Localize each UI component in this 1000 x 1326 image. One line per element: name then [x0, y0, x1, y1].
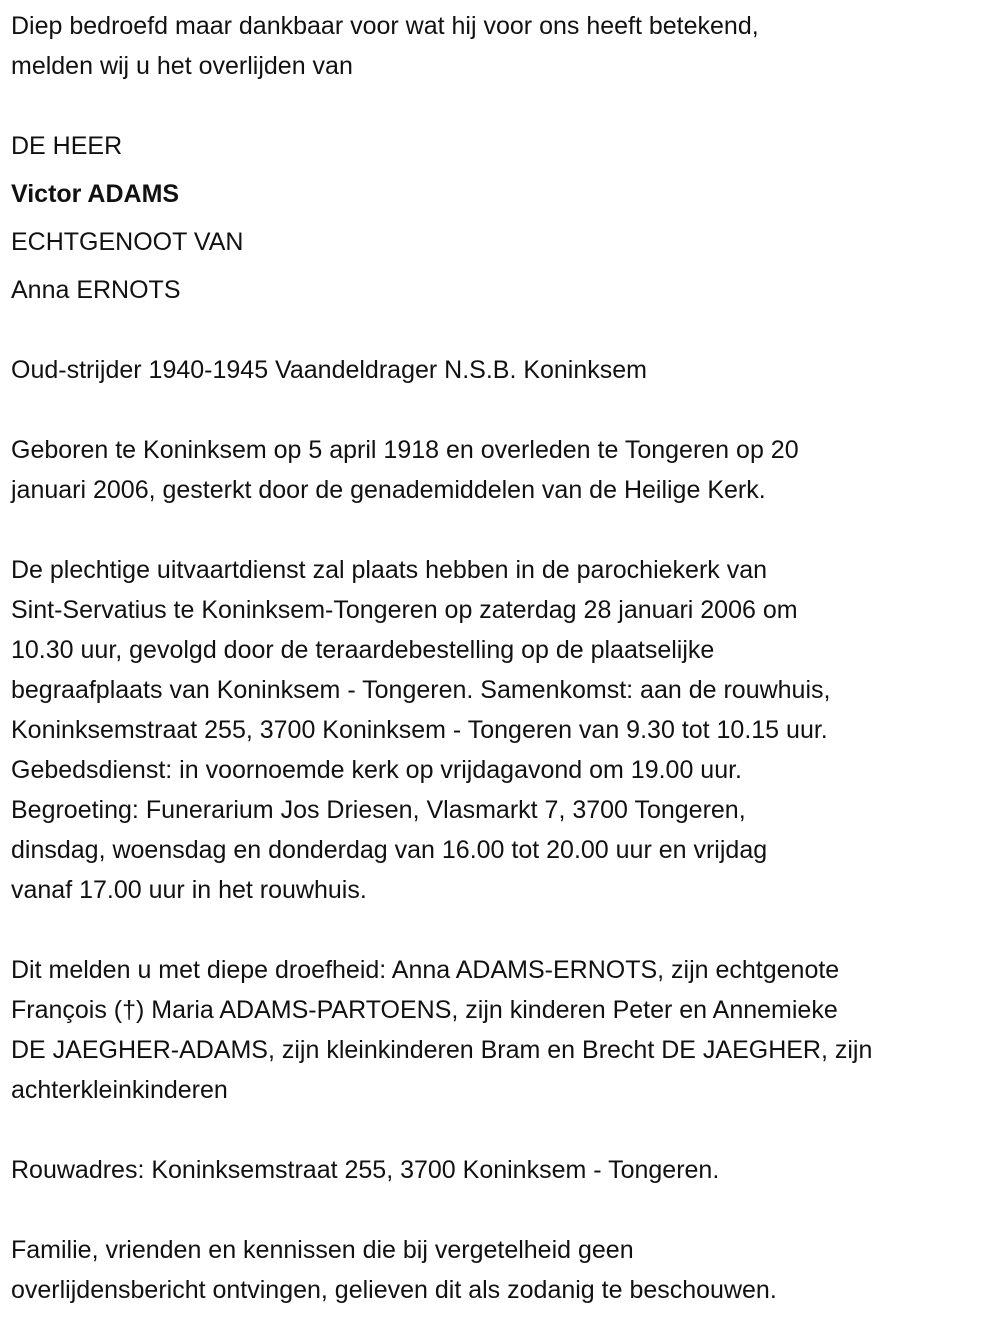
text-line: 10.30 uur, gevolgd door de teraardebestelling op de plaatselijke	[11, 636, 715, 664]
text-line: Gebedsdienst: in voornoemde kerk op vrijdagavond om 19.00 uur.	[11, 756, 743, 784]
spouse-name: Anna ERNOTS	[11, 276, 181, 304]
text-line: Diep bedroefd maar dankbaar voor wat hij voor ons heeft betekend,	[11, 12, 759, 40]
text-line: DE JAEGHER-ADAMS, zijn kleinkinderen Bram en Brecht DE JAEGHER, zijn	[11, 1036, 873, 1064]
text-line: Rouwadres: Koninksemstraat 255, 3700 Koninksem - Tongeren.	[11, 1156, 720, 1184]
text-line: begraafplaats van Koninksem - Tongeren. Samenkomst: aan de rouwhuis,	[11, 676, 831, 704]
text-line: januari 2006, gesterkt door de genademiddelen van de Heilige Kerk.	[11, 476, 766, 504]
occupation-paragraph	[11, 350, 1000, 390]
text-line: Oud-strijder 1940-1945 Vaandeldrager N.S.B. Koninksem	[11, 356, 647, 384]
text-line: vanaf 17.00 uur in het rouwhuis.	[11, 876, 367, 904]
intro-paragraph	[11, 6, 1000, 86]
text-line: François (†) Maria ADAMS-PARTOENS, zijn kinderen Peter en Annemieke	[11, 996, 838, 1024]
text-line: Familie, vrienden en kennissen die bij vergetelheid geen	[11, 1236, 634, 1264]
relation-label: ECHTGENOOT VAN	[11, 228, 244, 256]
text-line: De plechtige uitvaartdienst zal plaats hebben in de parochiekerk van	[11, 556, 768, 584]
text-line: achterkleinkinderen	[11, 1076, 228, 1104]
family-paragraph	[11, 950, 1000, 1110]
deceased-block	[11, 122, 1000, 314]
text-line: Koninksemstraat 255, 3700 Koninksem - Tongeren van 9.30 tot 10.15 uur.	[11, 716, 828, 744]
deceased-name: Victor ADAMS	[11, 180, 180, 208]
funeral-paragraph	[11, 550, 1000, 910]
text-line: melden wij u het overlijden van	[11, 52, 353, 80]
address-paragraph	[11, 1150, 1000, 1190]
closing-paragraph	[11, 1230, 1000, 1310]
text-line: dinsdag, woensdag en donderdag van 16.00 tot 20.00 uur en vrijdag	[11, 836, 768, 864]
text-line: overlijdensbericht ontvingen, gelieven dit als zodanig te beschouwen.	[11, 1276, 777, 1304]
deceased-title: DE HEER	[11, 132, 123, 160]
text-line: Dit melden u met diepe droefheid: Anna ADAMS-ERNOTS, zijn echtgenote	[11, 956, 840, 984]
text-line: Begroeting: Funerarium Jos Driesen, Vlasmarkt 7, 3700 Tongeren,	[11, 796, 746, 824]
text-line: Geboren te Koninksem op 5 april 1918 en overleden te Tongeren op 20	[11, 436, 799, 464]
text-line: Sint-Servatius te Koninksem-Tongeren op zaterdag 28 januari 2006 om	[11, 596, 798, 624]
birth-death-paragraph	[11, 430, 1000, 510]
